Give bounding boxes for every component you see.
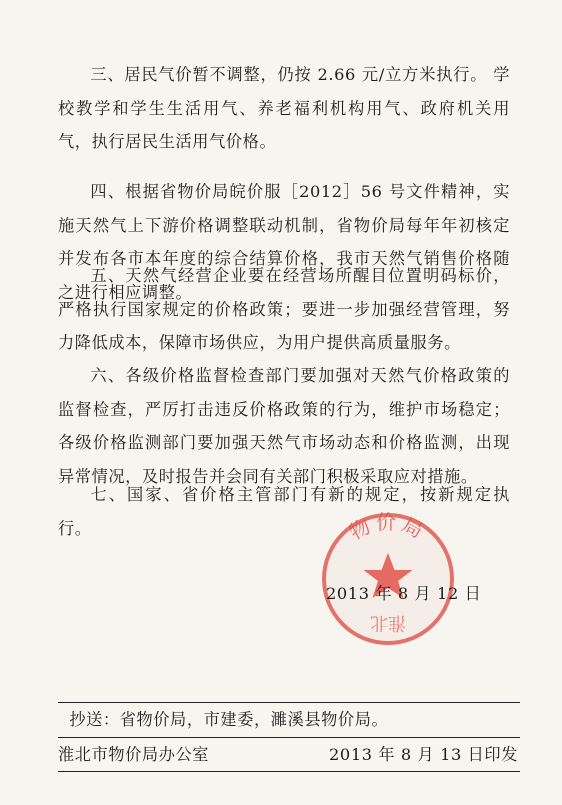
divider-middle bbox=[58, 737, 520, 738]
paragraph-6: 六、各级价格监督检查部门要加强对天然气价格政策的监督检查，严厉打击违反价格政策的行为，维护市场稳定；各级价格监测部门要加强天然气市场动态和价格监测，出现异常情况，及时报告并会同有关部门积极采取应对措施。 bbox=[58, 366, 510, 486]
divider-bottom bbox=[58, 771, 520, 772]
seal-bottom-text: 淮北 bbox=[370, 612, 406, 633]
issuing-office: 淮北市物价局办公室 bbox=[58, 745, 210, 764]
divider-top bbox=[58, 702, 520, 703]
cc-line: 抄送：省物价局，市建委，濉溪县物价局。 bbox=[69, 710, 389, 729]
issue-date: 2013 年 8 月 13 日印发 bbox=[329, 745, 518, 764]
paragraph-4: 四、根据省物价局皖价服［2012］56 号文件精神，实施天然气上下游价格调整联动机制，省物价局每年年初核定并发布各市本年度的综合结算价格，我市天然气销售价格随之进行相应调整。 bbox=[58, 182, 510, 302]
paragraph-3: 三、居民气价暂不调整，仍按 2.66 元/立方米执行。 学校教学和学生生活用气、养老福利机构用气、政府机关用气，执行居民生活用气价格。 bbox=[58, 65, 510, 151]
seal-top-text: 物价局 bbox=[345, 510, 431, 545]
paragraph-5: 五、天然气经营企业要在经营场所醒目位置明码标价，严格执行国家规定的价格政策；要进一步加强经营管理，努力降低成本，保障市场供应，为用户提供高质量服务。 bbox=[58, 266, 510, 352]
document-date: 2013 年 8 月 12 日 bbox=[326, 584, 482, 603]
paragraph-7: 七、国家、省价格主管部门有新的规定，按新规定执行。 bbox=[58, 485, 510, 538]
